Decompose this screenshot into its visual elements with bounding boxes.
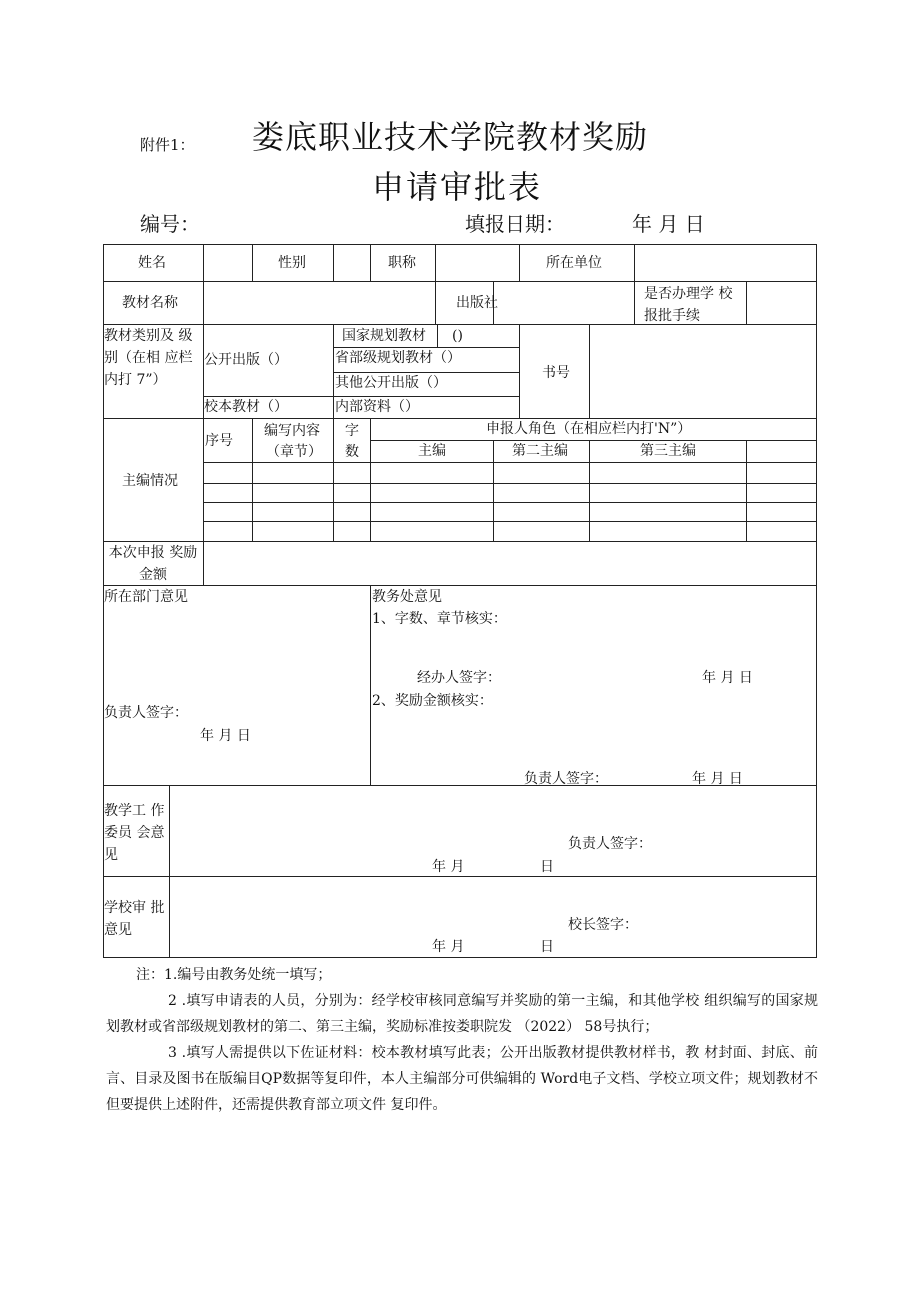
- principal-sign-label: 校长签字：: [568, 917, 638, 933]
- grid-line: [370, 585, 371, 786]
- date-label: 填报日期：: [465, 212, 565, 236]
- grid-line: [589, 440, 590, 542]
- school-textbook-label: 校本教材（）: [204, 399, 288, 415]
- committee-label: 教学工 作委员 会意见: [104, 803, 165, 863]
- national-paren: (): [452, 328, 463, 344]
- grid-line: [252, 244, 253, 282]
- textbook-name-label: 教材名称: [122, 295, 178, 311]
- date-ymd: 年 月 日: [632, 212, 705, 236]
- school-approval-opinion-label: 学校审 批意见: [104, 900, 165, 938]
- role-header: 申报人角色（在相应栏内打'N”）: [486, 421, 692, 437]
- school-approval-label: 是否办理学 校报批手续: [644, 286, 733, 324]
- dept-opinion-label: 所在部门意见: [104, 589, 188, 605]
- book-no-label: 书号: [542, 365, 570, 381]
- words-header-line2: 数: [345, 444, 359, 460]
- grid-line: [333, 244, 334, 282]
- grid-line: [203, 521, 817, 522]
- dept-date: 年 月 日: [200, 728, 251, 744]
- note-1: 注：1.编号由教务处统一填写；: [136, 967, 332, 983]
- grid-line: [333, 418, 334, 542]
- grid-line: [746, 440, 747, 542]
- grid-line: [746, 281, 747, 325]
- academic-date: 年 月 日: [692, 771, 743, 787]
- content-header-line1: 编写内容: [264, 423, 320, 439]
- committee-year-month: 年 月: [432, 859, 465, 875]
- check-amount-label: 2、奖励金额核实：: [372, 693, 493, 709]
- publisher-label: 出版社: [456, 295, 498, 311]
- attachment-label: 附件1：: [140, 136, 195, 154]
- school-day: 日: [540, 939, 554, 955]
- grid-line: [203, 483, 817, 484]
- seq-header: 序号: [205, 433, 233, 449]
- grid-line: [519, 324, 520, 419]
- content-header-line2: （章节）: [266, 444, 322, 460]
- words-header-line1: 字: [345, 423, 359, 439]
- dept-signer-label: 负责人签字：: [104, 705, 188, 721]
- grid-line: [103, 244, 817, 245]
- school-year-month: 年 月: [432, 939, 465, 955]
- grid-line: [103, 541, 817, 542]
- provincial-plan-label: 省部级规划教材（）: [335, 350, 461, 366]
- grid-line: [519, 244, 520, 282]
- grid-line: [103, 418, 817, 419]
- handler-date: 年 月 日: [702, 670, 753, 686]
- academic-opinion-label: 教务处意见: [372, 589, 442, 605]
- gender-label: 性别: [278, 255, 306, 271]
- grid-line: [816, 244, 817, 958]
- note-3: 3 .填写人需提供以下佐证材料：校本教材填写此表；公开出版教材提供教材样书，教 材封面、封底、前言、目录及图书在版编目QP数据等复印件，本人主编部分可供编辑的 Word电子文档、学校立项文件；规划教材不但要提供上述附件，还需提供教育部立项文件 复印件。: [106, 1045, 818, 1113]
- grid-line: [435, 281, 436, 325]
- grid-line: [435, 244, 436, 282]
- grid-line: [634, 244, 635, 282]
- grid-line: [589, 324, 590, 419]
- grid-line: [252, 418, 253, 542]
- form-title: 娄底职业技术学院教材奖励: [252, 118, 649, 156]
- public-pub-label: 公开出版（）: [204, 352, 288, 368]
- third-editor-header: 第三主编: [640, 443, 696, 459]
- editor-status-label: 主编情况: [122, 473, 178, 489]
- grid-line: [370, 244, 371, 282]
- notes: [106, 962, 818, 1118]
- name-label: 姓名: [138, 255, 166, 271]
- chief-editor-header: 主编: [418, 443, 446, 459]
- grid-line: [103, 281, 817, 282]
- internal-material-label: 内部资料（）: [335, 399, 419, 415]
- grid-line: [169, 785, 170, 958]
- handler-sign-label: 经办人签字：: [417, 670, 501, 686]
- grid-line: [103, 585, 817, 586]
- grid-line: [370, 418, 371, 542]
- note-2: 2 .填写申请表的人员，分别为：经学校审核同意编写并奖励的第一主编，和其他学校 组织编写的国家规划教材或省部级规划教材的第二、第三主编，奖励标准按娄职院发 （2022） 58号执行；: [106, 993, 818, 1035]
- job-title-label: 职称: [388, 255, 416, 271]
- reward-amount-label: 本次申报 奖励金额: [108, 545, 198, 583]
- other-public-label: 其他公开出版（）: [335, 375, 447, 391]
- committee-signer-label: 负责人签字：: [568, 836, 652, 852]
- form-subtitle: 申请审批表: [372, 168, 543, 206]
- unit-label: 所在单位: [546, 255, 602, 271]
- grid-line: [203, 502, 817, 503]
- grid-line: [437, 324, 438, 348]
- category-label: 教材类别及 级别（在相 应栏内打 7”）: [104, 328, 193, 388]
- check-words-label: 1、字数、章节核实：: [372, 611, 507, 627]
- second-editor-header: 第二主编: [512, 443, 568, 459]
- grid-line: [333, 324, 334, 419]
- grid-line: [493, 440, 494, 542]
- academic-signer-label: 负责人签字：: [524, 771, 608, 787]
- national-plan-label: 国家规划教材: [342, 328, 426, 344]
- committee-day: 日: [540, 859, 554, 875]
- number-label: 编号：: [140, 212, 200, 236]
- grid-line: [634, 281, 635, 325]
